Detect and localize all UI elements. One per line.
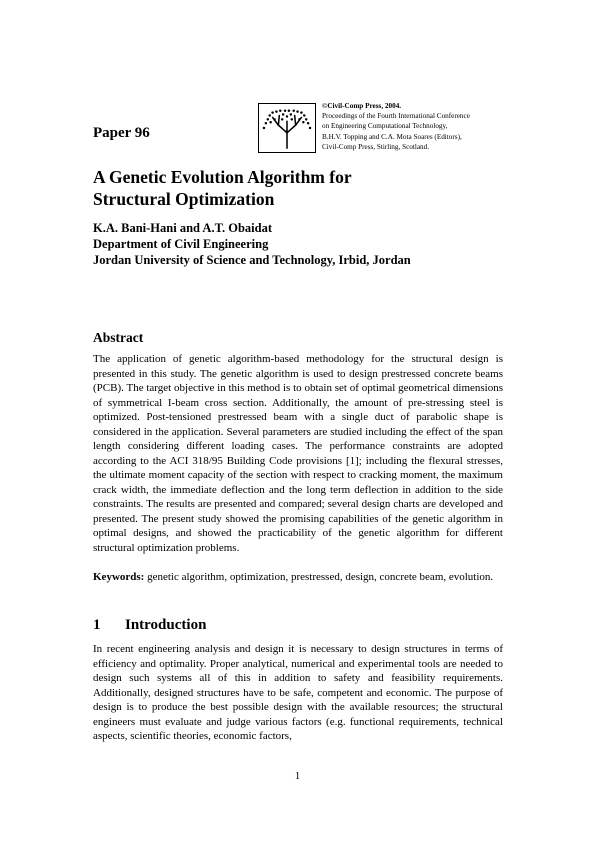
proceedings-line: B.H.V. Topping and C.A. Mota Soares (Editors),: [322, 132, 462, 141]
copyright-text: ©Civil-Comp Press, 2004.: [322, 102, 402, 110]
section-title: Introduction: [125, 617, 207, 633]
proceedings-line: on Engineering Computational Technology,: [322, 122, 448, 131]
introduction-text: In recent engineering analysis and design it is necessary to design structures in terms of efficiency and optimality. Proper analytical, numerical and experimental tools are needed to design such systems all of this in addition to safety and feasibility requirements. Additionally, designed structures have to be safe, competent and economic. The purpose of design is to produce the best possible design with the available resources; the structural engineers must evaluate and judge various factors (e.g. functional requirements, technical aspects, scientific theories, economic factors,: [93, 643, 503, 742]
keywords: [93, 570, 503, 585]
title-line: A Genetic Evolution Algorithm for: [93, 167, 352, 187]
author-block: [93, 220, 411, 268]
keywords-label: Keywords:: [93, 571, 145, 583]
proceedings-line: Civil-Comp Press, Stirling, Scotland.: [322, 142, 430, 151]
keywords-text: genetic algorithm, optimization, prestressed, design, concrete beam, evolution.: [147, 571, 494, 583]
abstract-text: The application of genetic algorithm-based methodology for the structural design is presented in this study. The genetic algorithm is used to design prestressed concrete beams (PCB). The target objective in this method is to obtain set of optimal geometrical dimensions of symmetrical I-beam cross section. Additionally, the amount of pre-stressing steel is optimized. Post-tensioned prestressed beam with a single duct of parabolic shape is considered in the application. Several parameters are studied including the effect of the span length considering different loading cases. The performance constraints are adopted according to the ACI 318/95 Building Code provisions [1]; including the flexural stresses, the ultimate moment capacity of the section with respect to cracking moment, the maximum crack width, the immediate deflection and the long term deflection in addition to the side constraints. The results are presented and compared; several design charts are developed and presented. The present study showed the promising capabilities of the genetic algorithm in optimal designs, and showed the practicability of the genetic algorithm for different structural optimization problems.: [93, 353, 503, 554]
author-university: Jordan University of Science and Technology, Irbid, Jordan: [93, 253, 411, 267]
proceedings-line: Proceedings of the Fourth International Conference: [322, 112, 470, 121]
tree-logo-icon: [258, 103, 316, 153]
section-number: 1: [93, 617, 101, 633]
title-line: Structural Optimization: [93, 189, 275, 209]
section-heading: [93, 617, 206, 634]
author-department: Department of Civil Engineering: [93, 237, 269, 251]
paper-title: [93, 166, 352, 210]
abstract-heading: Abstract: [93, 330, 144, 345]
page-number: 1: [294, 770, 301, 782]
author-names: K.A. Bani-Hani and A.T. Obaidat: [93, 221, 272, 235]
paper-label: Paper 96: [93, 125, 150, 141]
copyright-notice: [322, 101, 512, 152]
